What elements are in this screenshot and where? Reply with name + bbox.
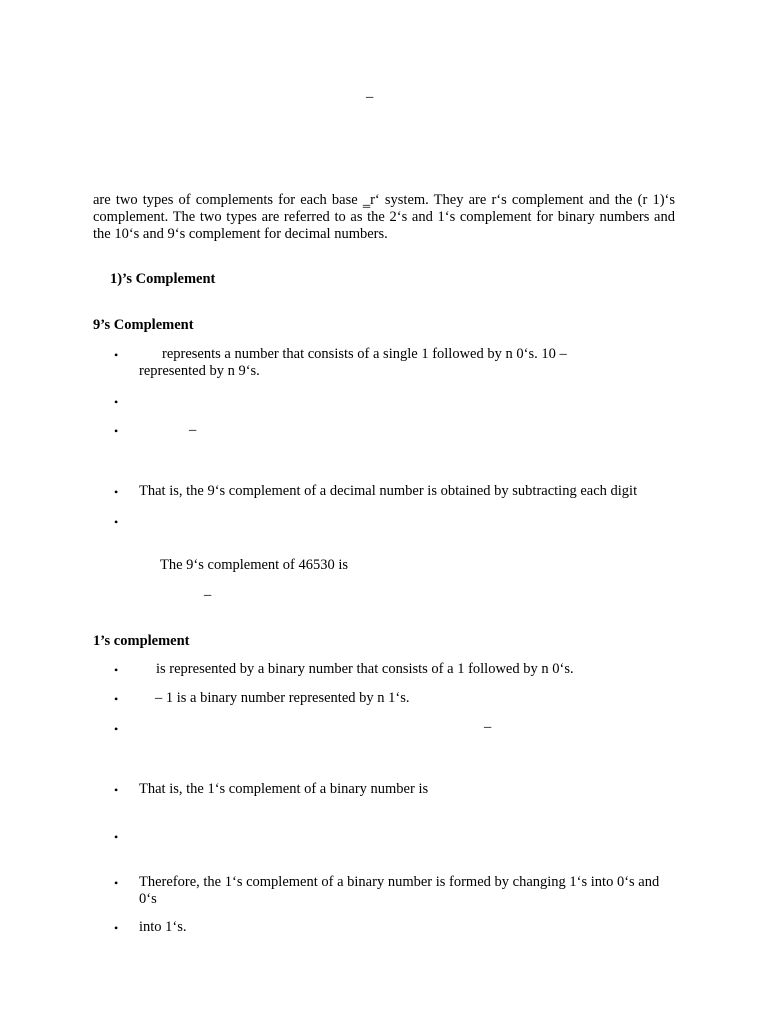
bullet-icon: • (114, 515, 119, 529)
heading-1s-complement: 1’s complement (93, 633, 190, 649)
bullet-icon: • (114, 783, 119, 797)
bullet-icon: • (114, 722, 119, 736)
nines-bullet-1-line-1: represents a number that consists of a single 1 followed by n 0‘s. 10 – (162, 346, 567, 362)
bullet-icon: • (114, 830, 119, 844)
bullet-icon: • (114, 921, 119, 935)
nines-bullet-3-dash: – (189, 422, 197, 438)
heading-9s-complement: 9’s Complement (93, 317, 194, 333)
intro-paragraph: are two types of complements for each base ‗r‘ system. They are r‘s complement and the (r 1)‘s complement. The two types are referred to as the 2‘s and 1‘s complement for binary numbers and the 10‘s and 9‘s complement for decimal numbers. (93, 192, 675, 242)
heading-r-minus-1-complement: 1)’s Complement (110, 271, 216, 287)
ones-bullet-1: is represented by a binary number that consists of a 1 followed by n 0‘s. (156, 661, 574, 677)
bullet-icon: • (114, 348, 119, 362)
bullet-icon: • (114, 692, 119, 706)
bullet-icon: • (114, 663, 119, 677)
ones-bullet-3-dash: – (484, 719, 492, 735)
ones-bullet-7: into 1‘s. (139, 919, 187, 935)
ones-bullet-6: Therefore, the 1‘s complement of a binary number is formed by changing 1‘s into 0‘s and 0‘s (139, 874, 660, 907)
nines-example-dash: – (204, 587, 212, 603)
nines-bullet-4: That is, the 9‘s complement of a decimal number is obtained by subtracting each digit (139, 483, 638, 499)
bullet-icon: • (114, 485, 119, 499)
ones-bullet-4: That is, the 1‘s complement of a binary number is (139, 781, 429, 797)
bullet-icon: • (114, 395, 119, 409)
bullet-icon: • (114, 876, 119, 890)
bullet-icon: • (114, 424, 119, 438)
ones-bullet-2: – 1 is a binary number represented by n 1‘s. (155, 690, 410, 706)
stray-dash: – (366, 89, 374, 105)
nines-bullet-1-line-2: represented by n 9‘s. (139, 363, 260, 379)
nines-example: The 9‘s complement of 46530 is (160, 557, 349, 573)
